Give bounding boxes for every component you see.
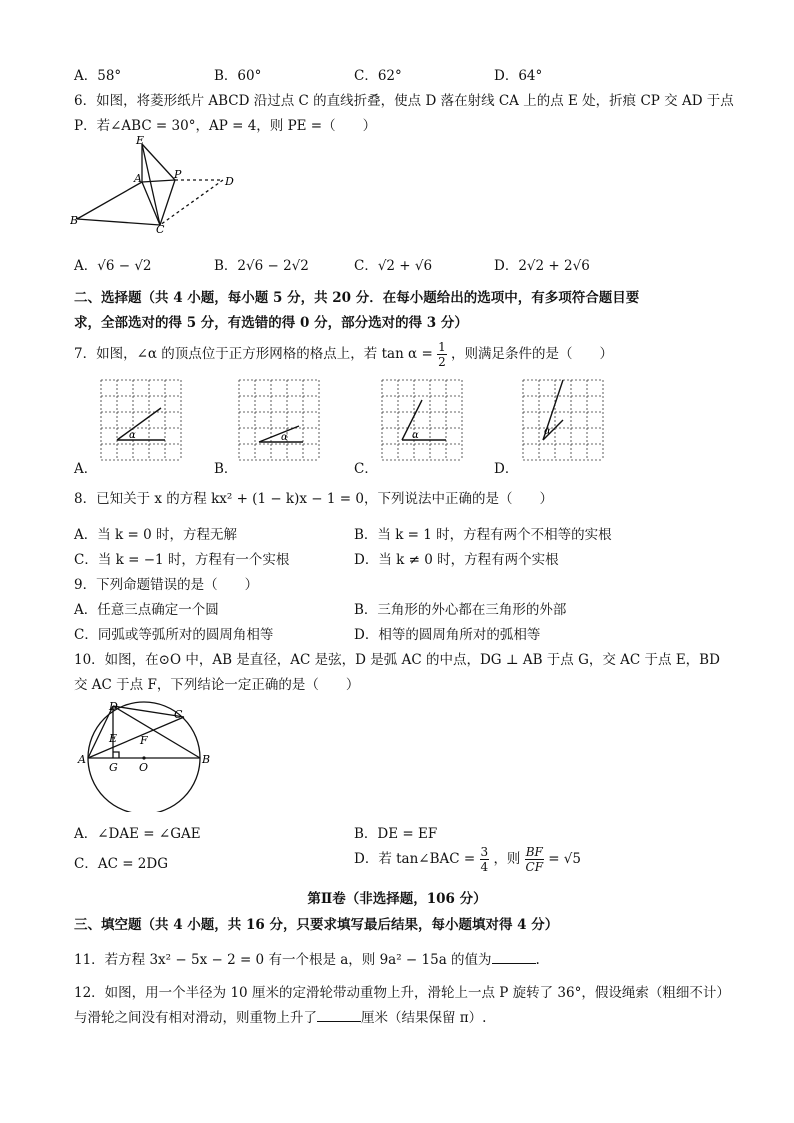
q7-grid-b [238, 379, 320, 461]
q7-a-alpha: α [129, 430, 136, 441]
q7-option-d: D． [494, 461, 519, 477]
section2-heading-line1: 二、选择题（共 4 小题，每小题 5 分，共 20 分．在每小题给出的选项中，有多项符合题目要 [74, 290, 640, 306]
q9-stem: 9．下列命题错误的是（ ） [74, 577, 259, 593]
q10-label-b: B [202, 753, 211, 766]
q10-option-d [354, 845, 581, 874]
q7-stem-before: 7．如图，∠α 的顶点位于正方形网格的格点上，若 tan α = [74, 346, 433, 362]
q10-d-pre: D．若 tan∠BAC = [354, 851, 476, 867]
q8-option-a: A．当 k = 0 时，方程无解 [74, 527, 237, 543]
q10-d-frac1-num: 3 [480, 845, 489, 859]
q6-figure [70, 134, 240, 234]
q7-stem-after: ，则满足条件的是（ ） [451, 346, 614, 362]
section3-heading: 三、填空题（共 4 小题，共 16 分，只要求填写最后结果，每小题填对得 4 分） [74, 917, 559, 933]
q7-c-alpha: α [412, 430, 419, 441]
q10-d-frac2-num: BF [525, 845, 543, 859]
q12-after: 厘米（结果保留 π）. [361, 1010, 487, 1026]
q10-label-o: O [139, 761, 149, 774]
q6-option-c: C．√2 + √6 [354, 258, 433, 274]
q7-frac-den: 2 [438, 355, 446, 369]
q6-label-e: E [136, 134, 145, 147]
q7-b-alpha: α [281, 432, 288, 443]
q11-stem [74, 948, 540, 968]
q8-option-b: B．当 k = 1 时，方程有两个不相等的实根 [354, 527, 612, 543]
q8-stem: 8．已知关于 x 的方程 kx² + (1 − k)x − 1 = 0，下列说法中正确的是（ ） [74, 491, 553, 507]
q5-option-b: B．60° [214, 68, 262, 84]
q10-label-e: E [109, 732, 118, 745]
q10-label-g: G [109, 761, 118, 774]
q7-stem [74, 340, 613, 369]
q10-option-a: A．∠DAE = ∠GAE [74, 826, 201, 842]
q7-grid-a [100, 379, 182, 461]
q6-label-b: B [70, 214, 79, 227]
q6-option-a: A．√6 − √2 [74, 258, 152, 274]
q9-option-d: D．相等的圆周角所对的弧相等 [354, 627, 541, 643]
q6-label-c: C [156, 223, 165, 234]
q6-stem-line1: 6．如图，将菱形纸片 ABCD 沿过点 C 的直线折叠，使点 D 落在射线 CA 上的点 E 处，折痕 CP 交 AD 于点 [74, 93, 734, 109]
q10-label-a: A [78, 753, 86, 766]
q6-label-d: D [225, 175, 234, 188]
q6-label-a: A [134, 172, 142, 185]
q10-option-c: C．AC = 2DG [74, 856, 168, 872]
q10-d-fraction2 [525, 845, 544, 874]
q8-option-c: C．当 k = −1 时，方程有一个实根 [74, 552, 290, 568]
q7-d-alpha: α [544, 426, 551, 437]
q7-option-a: A． [74, 461, 98, 477]
q12-before: 与滑轮之间没有相对滑动，则重物上升了 [74, 1010, 317, 1026]
q5-option-c: C．62° [354, 68, 402, 84]
q9-option-b: B．三角形的外心都在三角形的外部 [354, 602, 567, 618]
q10-label-d: D [109, 700, 118, 713]
q6-label-p: P [174, 168, 182, 181]
q7-tan-fraction [437, 340, 447, 369]
q10-d-post: = √5 [548, 851, 581, 867]
q6-option-b: B．2√6 − 2√2 [214, 258, 309, 274]
q7-grid-d [522, 379, 604, 461]
q7-frac-num: 1 [438, 340, 446, 354]
q10-d-frac1-den: 4 [480, 860, 489, 874]
q5-option-d: D．64° [494, 68, 543, 84]
q12-stem-line2 [74, 1006, 486, 1026]
q12-answer-blank [317, 1009, 361, 1022]
q6-stem-line2: P．若∠ABC = 30°，AP = 4，则 PE =（ ） [74, 118, 377, 134]
q7-option-b: B． [214, 461, 238, 477]
q10-option-b: B．DE = EF [354, 826, 438, 842]
q9-option-a: A．任意三点确定一个圆 [74, 602, 219, 618]
q9-option-c: C．同弧或等弧所对的圆周角相等 [74, 627, 274, 643]
q12-stem-line1: 12．如图，用一个半径为 10 厘米的定滑轮带动重物上升，滑轮上一点 P 旋转了 36°，假设绳索（粗细不计） [74, 985, 730, 1001]
section2-heading-line2: 求，全部选对的得 5 分，有选错的得 0 分，部分选对的得 3 分） [74, 315, 468, 331]
q10-d-fraction1 [480, 845, 490, 874]
q10-circle-figure [76, 700, 216, 812]
q5-option-a: A．58° [74, 68, 122, 84]
q10-label-f: F [140, 734, 148, 747]
q8-option-d: D．当 k ≠ 0 时，方程有两个实根 [354, 552, 559, 568]
q10-stem-line2: 交 AC 于点 F，下列结论一定正确的是（ ） [74, 677, 360, 693]
part2-title: 第Ⅱ卷（非选择题，106 分） [307, 891, 487, 907]
q10-d-frac2-den: CF [525, 860, 544, 874]
q11-answer-blank [492, 951, 536, 964]
q6-option-d: D．2√2 + 2√6 [494, 258, 590, 274]
q10-d-mid: ，则 [493, 851, 521, 867]
q7-option-c: C． [354, 461, 378, 477]
q7-grid-c [381, 379, 463, 461]
q10-label-c: C [174, 708, 183, 721]
q10-stem-line1: 10．如图，在⊙O 中，AB 是直径，AC 是弦，D 是弧 AC 的中点，DG ⊥ AB 于点 G，交 AC 于点 E，BD [74, 652, 720, 668]
q11-before: 11．若方程 3x² − 5x − 2 = 0 有一个根是 a，则 9a² − 15a 的值为 [74, 952, 492, 968]
q11-after: . [535, 952, 540, 968]
